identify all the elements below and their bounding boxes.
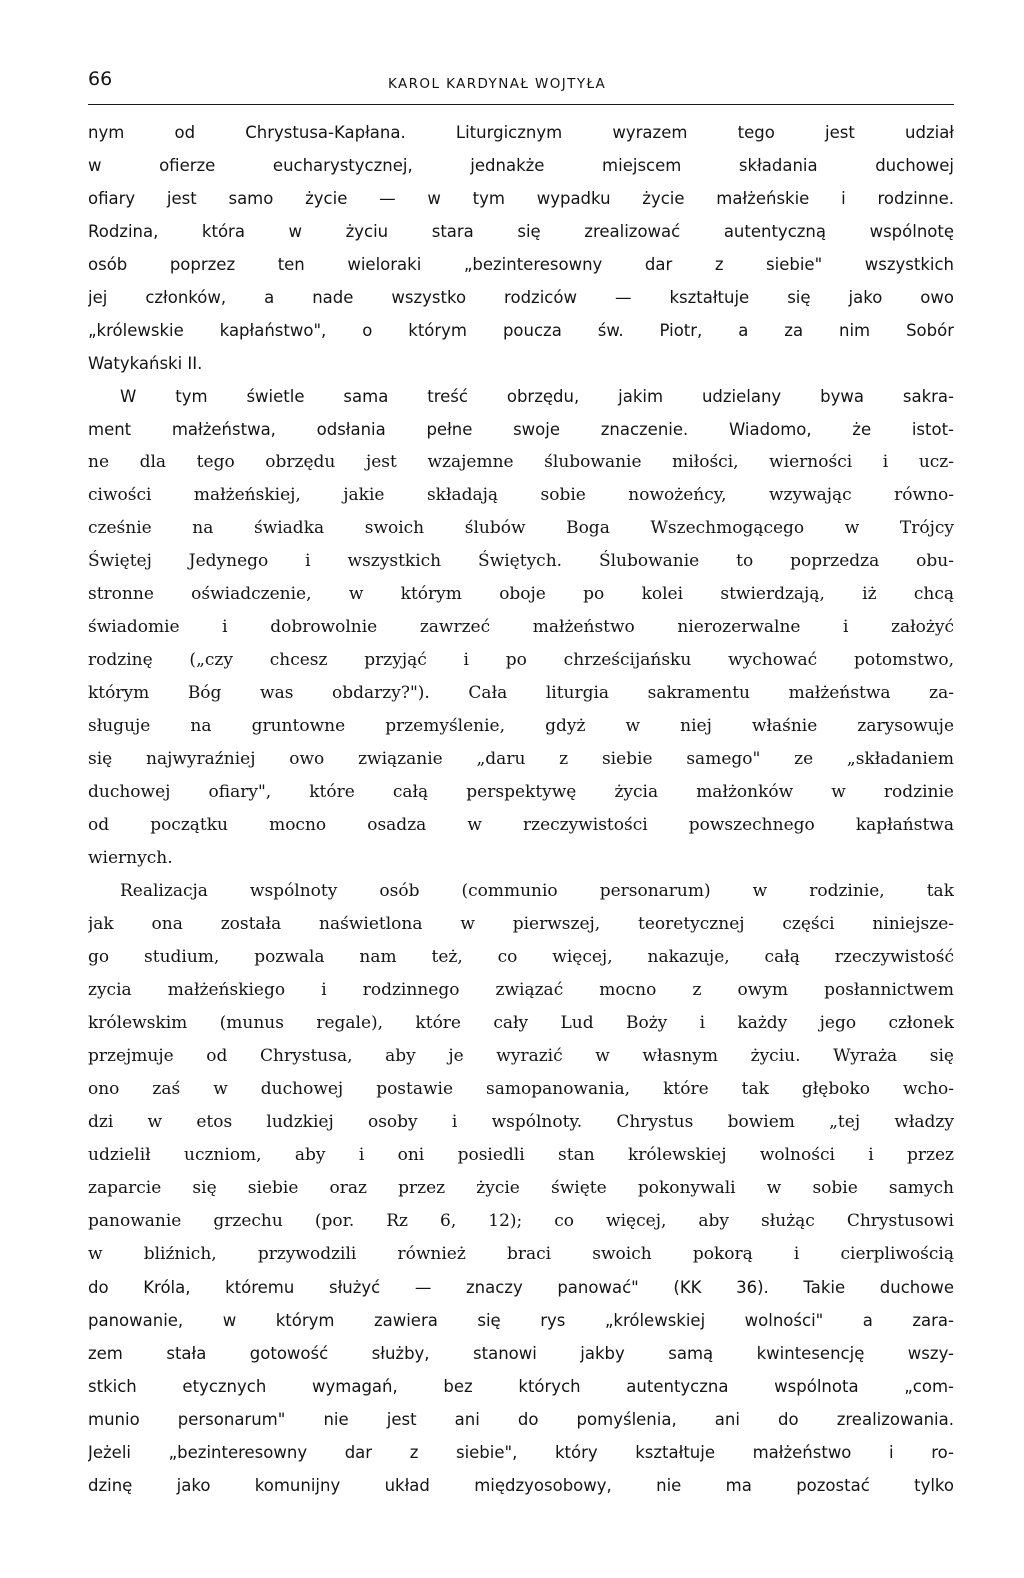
text-line: przejmuje od Chrystusa, aby je wyrazić w własnym życiu. Wyraża się (88, 1046, 954, 1066)
text-line: nym od Chrystusa-Kapłana. Liturgicznym wyrazem tego jest udział (88, 123, 954, 142)
text-line: do Króla, któremu służyć — znaczy panować" (KK 36). Takie duchowe (88, 1278, 954, 1297)
text-line: udzielił uczniom, aby i oni posiedli stan królewskiej wolności i przez (88, 1145, 954, 1165)
text-line: duchowej ofiary", które całą perspektywę życia małżonków w rodzinie (88, 782, 954, 802)
text-line: od początku mocno osadza w rzeczywistości powszechnego kapłaństwa (88, 815, 954, 835)
text-line: rodzinę („czy chcesz przyjąć i po chrześcijańsku wychować potomstwo, (88, 650, 954, 670)
text-line: dzi w etos ludzkiej osoby i wspólnoty. Chrystus bowiem „tej władzy (88, 1112, 954, 1132)
running-head: KAROL KARDYNAŁ WOJTYŁA (388, 76, 607, 92)
text-line: stkich etycznych wymagań, bez których autentyczna wspólnota „com- (88, 1377, 954, 1396)
text-line: sługuje na gruntowne przemyślenie, gdyż w niej właśnie zarysowuje (88, 716, 954, 736)
text-line: jak ona została naświetlona w pierwszej, teoretycznej części niniejsze- (88, 914, 954, 934)
text-line: zaparcie się siebie oraz przez życie święte pokonywali w sobie samych (88, 1178, 954, 1198)
text-line: Realizacja wspólnoty osób (communio personarum) w rodzinie, tak (120, 881, 954, 901)
text-line: panowanie, w którym zawiera się rys „królewskiej wolności" a zara- (88, 1311, 954, 1330)
text-line: ne dla tego obrzędu jest wzajemne ślubowanie miłości, wierności i ucz- (88, 452, 954, 472)
text-line: zycia małżeńskiego i rodzinnego związać mocno z owym posłannictwem (88, 980, 954, 1000)
text-line: świadomie i dobrowolnie zawrzeć małżeństwo nierozerwalne i założyć (88, 617, 954, 637)
text-line: jej członków, a nade wszystko rodziców — kształtuje się jako owo (88, 288, 954, 307)
text-line: go studium, pozwala nam też, co więcej, nakazuje, całą rzeczywistość (88, 947, 954, 967)
text-line: osób poprzez ten wieloraki „bezinteresowny dar z siebie" wszystkich (88, 255, 954, 274)
body-text (88, 116, 954, 1502)
text-line: ofiary jest samo życie — w tym wypadku życie małżeńskie i rodzinne. (88, 189, 954, 208)
text-line: w bliźnich, przywodzili również braci swoich pokorą i cierpliwością (88, 1244, 954, 1264)
text-line: którym Bóg was obdarzy?"). Cała liturgia sakramentu małżeństwa za- (88, 683, 954, 703)
text-line: ono zaś w duchowej postawie samopanowania, które tak głęboko wcho- (88, 1079, 954, 1099)
text-line: cześnie na świadka swoich ślubów Boga Wszechmogącego w Trójcy (88, 518, 954, 538)
text-line: stronne oświadczenie, w którym oboje po kolei stwierdzają, iż chcą (88, 584, 954, 604)
page-header (88, 64, 954, 105)
text-line: „królewskie kapłaństwo", o którym poucza św. Piotr, a za nim Sobór (88, 321, 954, 340)
text-line: Jeżeli „bezinteresowny dar z siebie", który kształtuje małżeństwo i ro- (88, 1443, 954, 1462)
page-number: 66 (88, 68, 113, 90)
text-line: panowanie grzechu (por. Rz 6, 12); co więcej, aby służąc Chrystusowi (88, 1211, 954, 1231)
text-line: Rodzina, która w życiu stara się zrealizować autentyczną wspólnotę (88, 222, 954, 241)
text-line: ment małżeństwa, odsłania pełne swoje znaczenie. Wiadomo, że istot- (88, 420, 954, 439)
text-line: wiernych. (88, 848, 173, 868)
text-line: się najwyraźniej owo związanie „daru z siebie samego" ze „składaniem (88, 749, 954, 769)
text-line: ciwości małżeńskiej, jakie składają sobie nowożeńcy, wzywając równo- (88, 485, 954, 505)
text-line: zem stała gotowość służby, stanowi jakby samą kwintesencję wszy- (88, 1344, 954, 1363)
text-line: Watykański II. (88, 354, 203, 373)
text-line: munio personarum" nie jest ani do pomyślenia, ani do zrealizowania. (88, 1410, 954, 1429)
text-line: w ofierze eucharystycznej, jednakże miejscem składania duchowej (88, 156, 954, 175)
text-line: W tym świetle sama treść obrzędu, jakim udzielany bywa sakra- (120, 387, 954, 406)
text-line: królewskim (munus regale), które cały Lud Boży i każdy jego członek (88, 1013, 954, 1033)
text-line: dzinę jako komunijny układ międzyosobowy, nie ma pozostać tylko (88, 1476, 954, 1495)
text-line: Świętej Jedynego i wszystkich Świętych. Ślubowanie to poprzedza obu- (88, 551, 954, 571)
